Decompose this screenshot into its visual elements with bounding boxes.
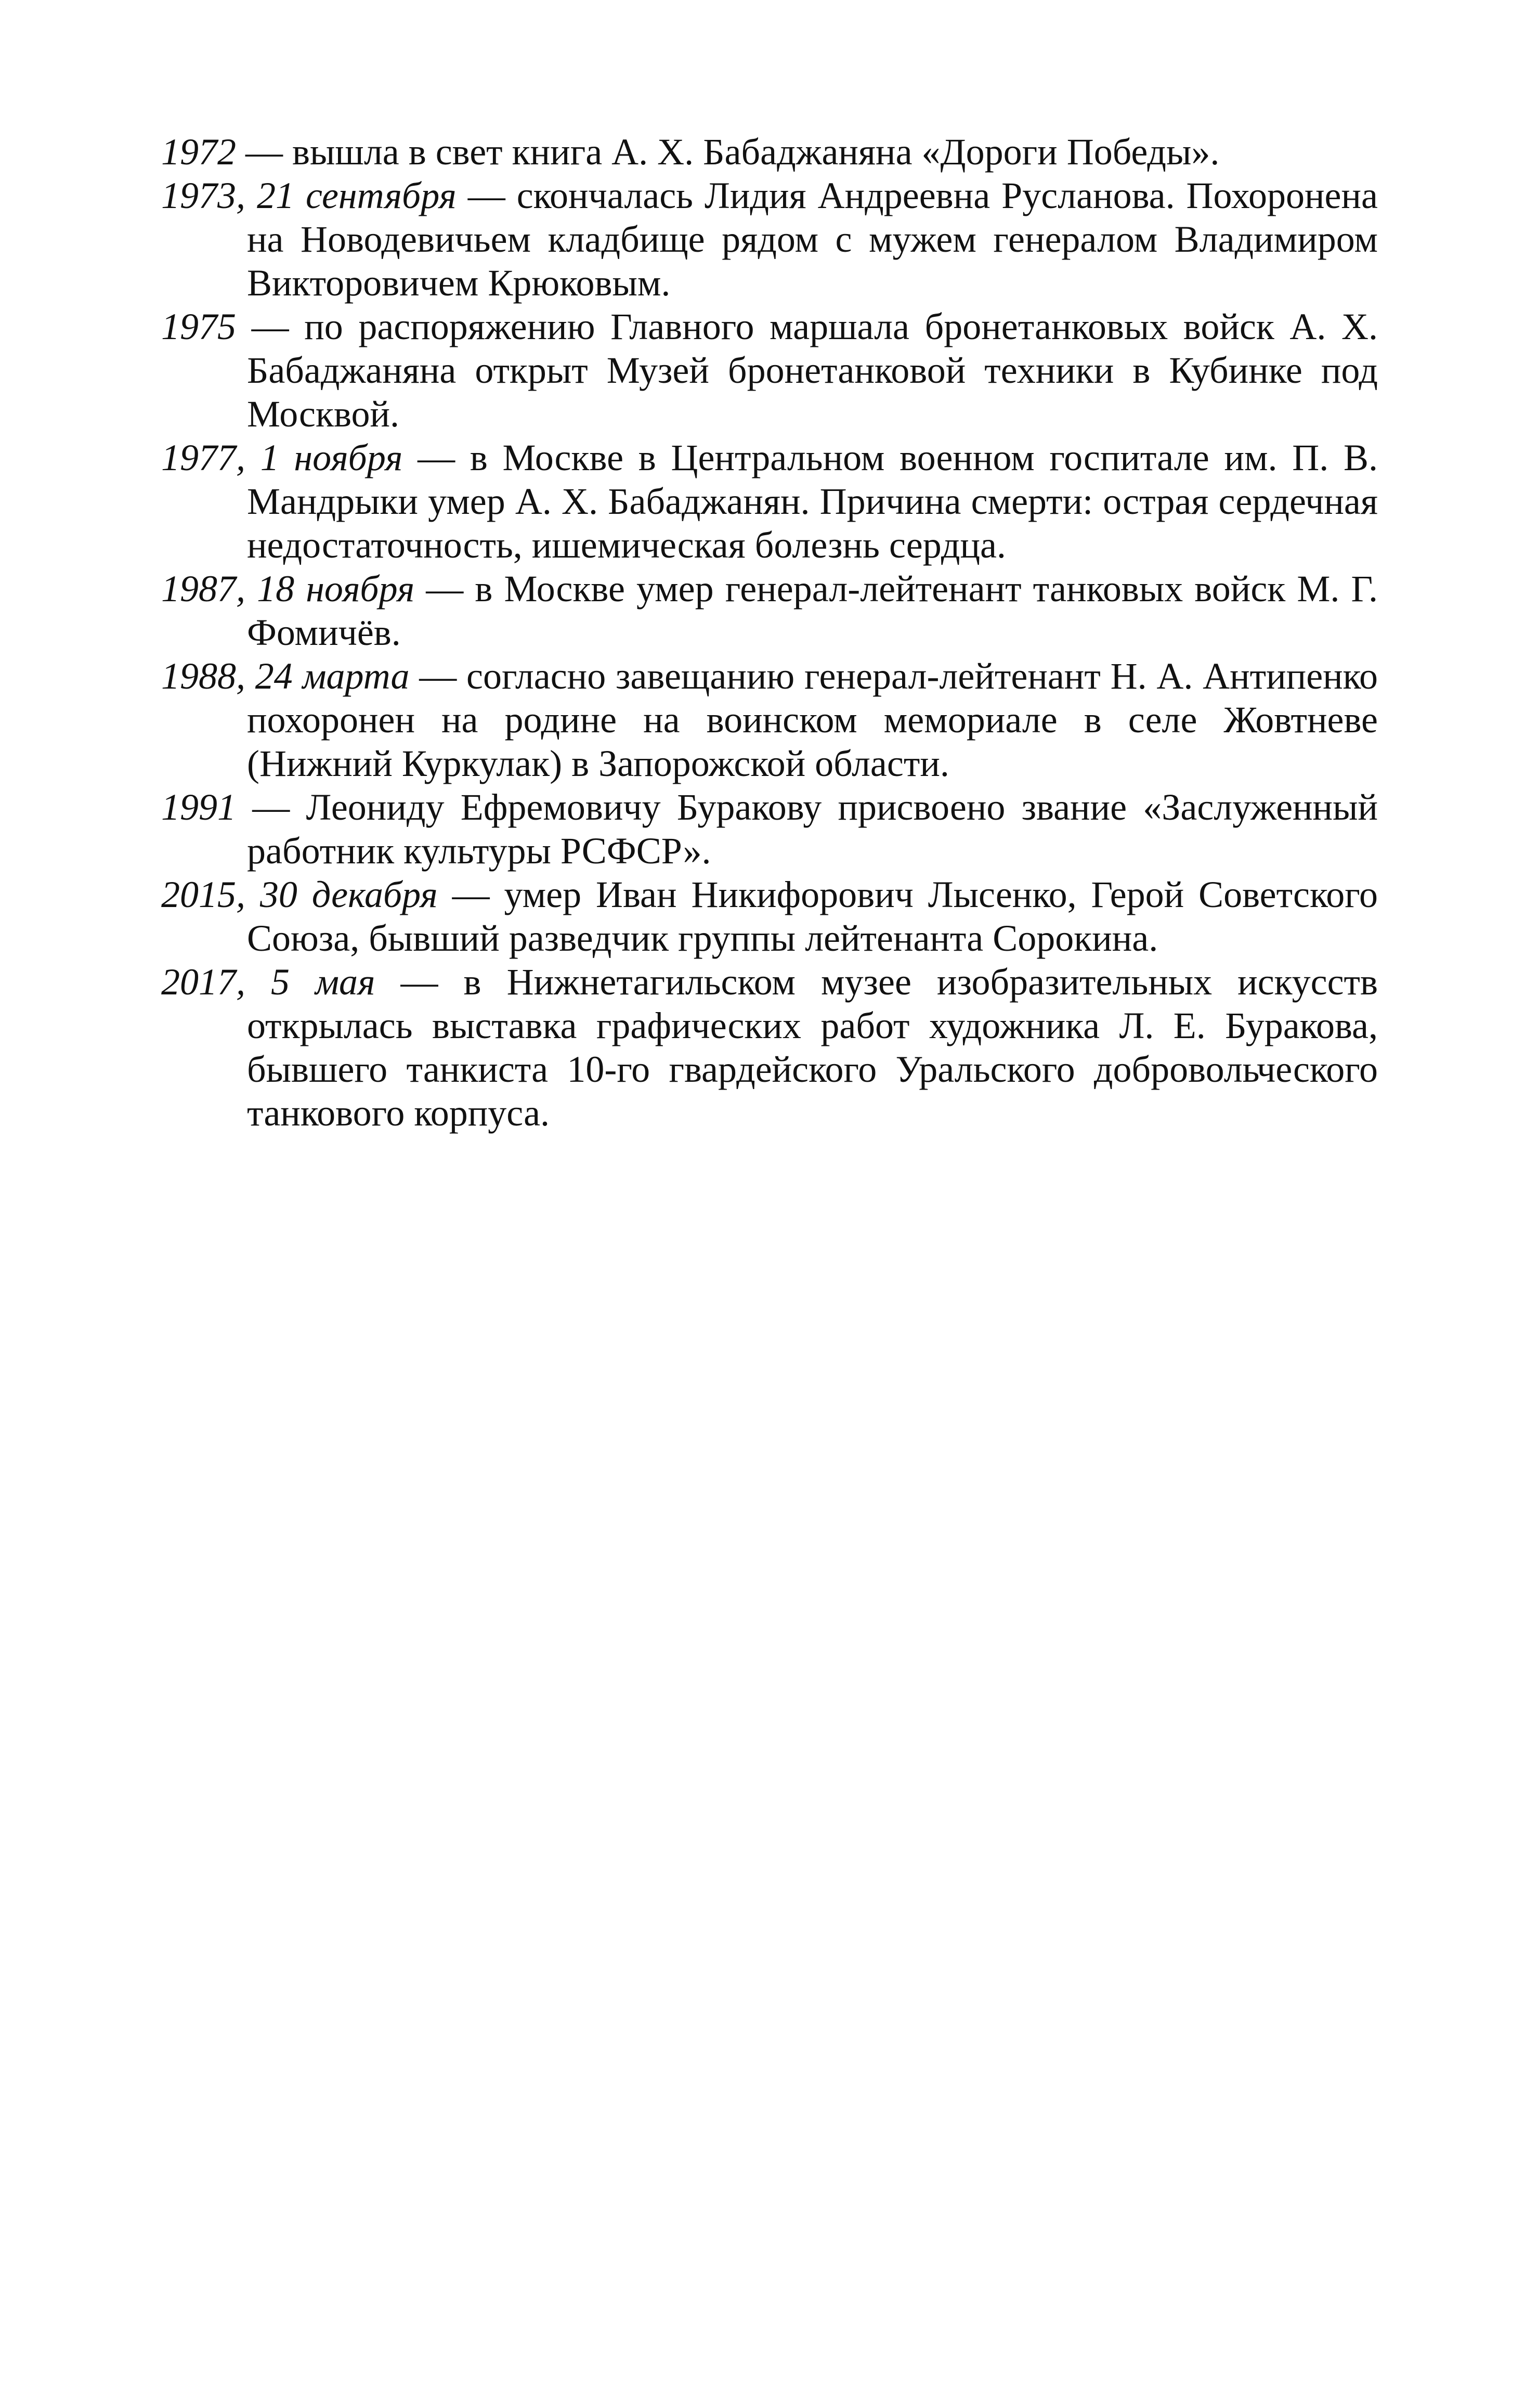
entry-date: 1972 [161, 131, 236, 173]
entry-text: — в Нижнетагильском музее изобразительных искусств открылась выставка графических работ художника Л. Е. Буракова, бывшего танкиста 10-го гвардейского Уральского добровольческого танкового корпуса. [247, 961, 1378, 1134]
entry-date: 2015, 30 декабря [161, 874, 438, 915]
entry-text: — в Москве в Центральном военном госпитале им. П. В. Мандрыки умер А. Х. Бабаджанян. Причина смерти: острая сердечная недостаточность, ишемическая болезнь сердца. [247, 437, 1378, 566]
entry-date: 1991 [161, 786, 236, 828]
entry-text: — Леониду Ефремовичу Буракову присвоено звание «Заслуженный работник культуры РСФСР». [236, 786, 1378, 872]
chronology-entry [161, 174, 1378, 305]
entry-date: 1987, 18 ноября [161, 568, 415, 610]
chronology-entry [161, 960, 1378, 1135]
chronology-entry [161, 305, 1378, 436]
chronology-entry [161, 130, 1378, 174]
entry-date: 1988, 24 марта [161, 655, 410, 697]
entry-text: — согласно завещанию генерал-лейтенант Н. А. Антипенко похоронен на родине на воинском мемориале в селе Жовтневе (Нижний Куркулак) в Запорожской области. [247, 655, 1378, 784]
entry-text: — по распоряжению Главного маршала бронетанковых войск А. Х. Бабаджаняна открыт Музей бронетанковой техники в Кубинке под Москвой. [236, 306, 1378, 435]
entry-date: 2017, 5 мая [161, 961, 375, 1003]
entry-date: 1977, 1 ноября [161, 437, 403, 478]
entry-text: — скончалась Лидия Андреевна Русланова. Похоронена на Новодевичьем кладбище рядом с мужем генералом Владимиром Викторовичем Крюковым. [247, 175, 1378, 304]
entry-text: — в Москве умер генерал-лейтенант танковых войск М. Г. Фомичёв. [247, 568, 1378, 653]
entry-text: — умер Иван Никифорович Лысенко, Герой Советского Союза, бывший разведчик группы лейтенанта Сорокина. [247, 874, 1378, 959]
entry-date: 1973, 21 сентября [161, 175, 457, 216]
chronology-entry [161, 567, 1378, 654]
chronology-entry [161, 785, 1378, 873]
entry-text: — вышла в свет книга А. Х. Бабаджаняна «Дороги Победы». [236, 131, 1220, 173]
chronology-entry [161, 436, 1378, 567]
entry-date: 1975 [161, 306, 236, 347]
chronology-entry [161, 873, 1378, 960]
chronology-list [161, 130, 1378, 1135]
chronology-entry [161, 654, 1378, 785]
